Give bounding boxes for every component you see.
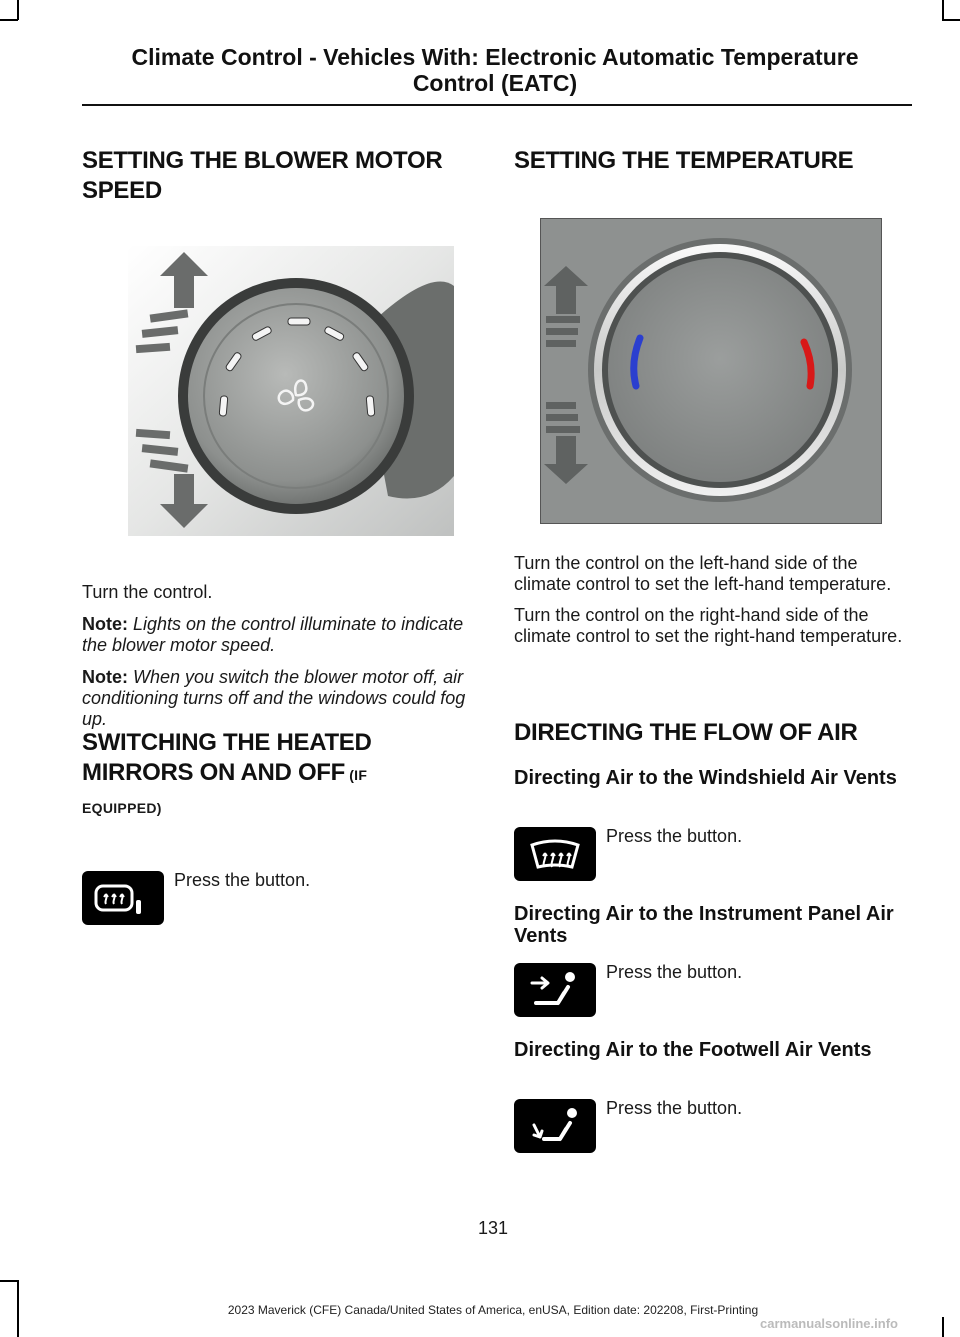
crop-mark [17, 0, 19, 20]
blower-section [82, 146, 482, 206]
crop-mark [942, 19, 960, 21]
footwell-vent-button-icon [514, 1099, 596, 1153]
blower-note-1: Note: Lights on the control illuminate to indicate the blower motor speed. [82, 614, 464, 655]
blower-heading: SETTING THE BLOWER MOTOR SPEED [82, 147, 443, 204]
temperature-heading: SETTING THE TEMPERATURE [514, 147, 854, 174]
blower-text [82, 582, 472, 730]
panel-vent-icon [514, 963, 596, 1017]
footwell-instruction: Press the button. [606, 1098, 743, 1118]
mirrors-heading: SWITCHING THE HEATED MIRRORS ON AND OFF (IF [82, 729, 372, 786]
header-title-line2: Control (EATC) [412, 70, 578, 96]
footwell-heading: Directing Air to the Footwell Air Vents [514, 1039, 872, 1061]
page-number: 131 [477, 1218, 509, 1238]
panel-instruction: Press the button. [606, 962, 743, 982]
blower-instruction: Turn the control. [82, 582, 213, 602]
temperature-dial-illustration [540, 218, 882, 524]
mirrors-heading-suffix: EQUIPPED) [82, 800, 162, 816]
windshield-instruction: Press the button. [606, 826, 743, 846]
panel-vent-button-icon [514, 963, 596, 1017]
blower-dial-illustration [128, 246, 454, 536]
crop-mark [942, 0, 944, 20]
temperature-para-1: Turn the control on the left-hand side of the climate control to set the left-hand temperature. [514, 553, 892, 594]
blower-note-2: Note: When you switch the blower motor off, air conditioning turns off and the windows could fog up. [82, 667, 466, 729]
windshield-defrost-icon [514, 827, 596, 881]
airflow-heading: DIRECTING THE FLOW OF AIR [514, 719, 858, 746]
crop-mark [0, 1280, 18, 1282]
header-title-line1: Climate Control - Vehicles With: Electronic Automatic Temperature [131, 44, 859, 70]
heated-mirror-icon [82, 871, 164, 925]
windshield-button-icon [514, 827, 596, 881]
windshield-heading: Directing Air to the Windshield Air Vents [514, 767, 897, 789]
heated-mirror-button-icon [82, 871, 164, 925]
crop-mark [0, 19, 18, 21]
header-divider [82, 104, 912, 106]
crop-mark [942, 1317, 944, 1337]
page-header [60, 44, 930, 96]
mirrors-section [82, 728, 482, 816]
mirrors-instruction: Press the button. [174, 870, 311, 890]
temperature-para-2: Turn the control on the right-hand side of the climate control to set the right-hand temperature. [514, 605, 903, 646]
panel-heading: Directing Air to the Instrument Panel Air Vents [514, 903, 894, 947]
edition-footer: 2023 Maverick (CFE) Canada/United States of America, enUSA, Edition date: 202208, First-Printing [227, 1303, 759, 1317]
watermark: carmanualsonline.info [760, 1316, 898, 1331]
temperature-text [514, 553, 914, 647]
footwell-vent-icon [514, 1099, 596, 1153]
